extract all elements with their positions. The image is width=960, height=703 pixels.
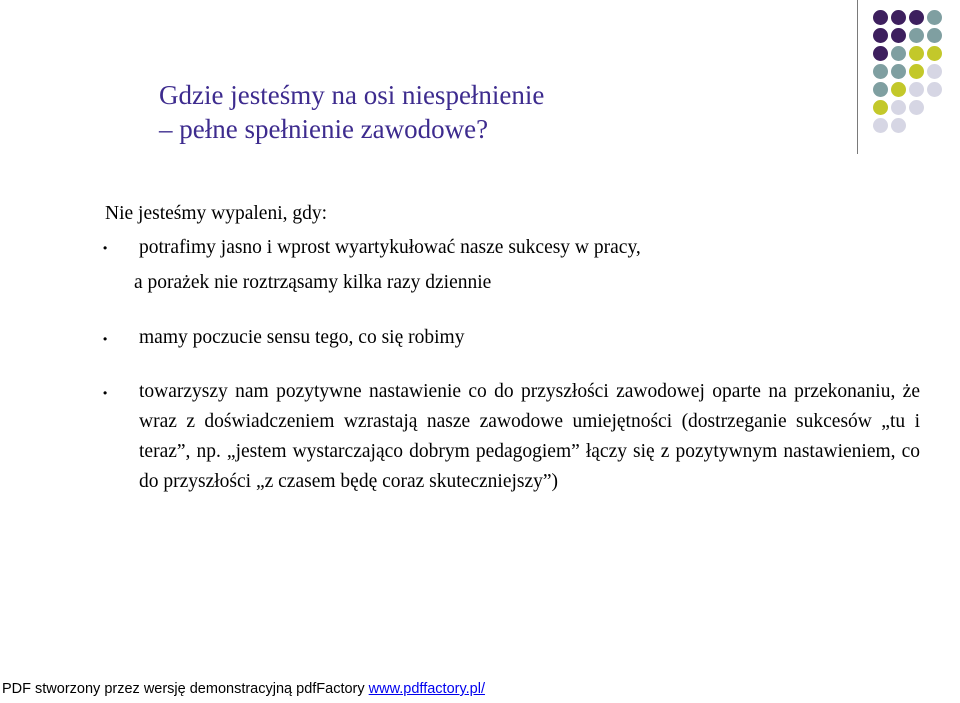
decorative-dot xyxy=(909,46,924,61)
decorative-dot-grid xyxy=(873,10,953,138)
decorative-dot xyxy=(873,28,888,43)
decorative-dot xyxy=(927,82,942,97)
decorative-dot xyxy=(873,82,888,97)
decorative-dot xyxy=(873,10,888,25)
decorative-dot xyxy=(927,28,942,43)
decorative-dot xyxy=(891,64,906,79)
bullet-icon: • xyxy=(103,386,108,400)
decorative-dot xyxy=(891,46,906,61)
decorative-vertical-line xyxy=(857,0,858,154)
decorative-dot xyxy=(927,64,942,79)
bullet-text: towarzyszy nam pozytywne nastawienie co do przyszłości zawodowej oparte na przekonaniu, że wraz z doświadczeniem wzrastają nasze zawodowe umiejętności (dostrzeganie sukcesów „tu i teraz”, np. „jestem wystarczająco dobrym pedagogiem” łączy się z pozytywnym nastawieniem, co do przyszłości „z czasem będę coraz skuteczniejszy”) xyxy=(139,381,920,492)
bullet-text: potrafimy jasno i wprost wyartykułować nasze sukcesy w pracy, xyxy=(139,237,641,258)
title-line-1: Gdzie jesteśmy na osi niespełnienie xyxy=(159,80,545,110)
decorative-dot xyxy=(873,100,888,115)
decorative-dot xyxy=(891,28,906,43)
bullet-text: mamy poczucie sensu tego, co się robimy xyxy=(139,327,465,348)
decorative-dot xyxy=(891,82,906,97)
pdf-footer xyxy=(2,681,485,697)
footer-link[interactable]: www.pdffactory.pl/ xyxy=(368,681,485,697)
slide-title xyxy=(159,78,544,146)
bullet-continuation: a porażek nie roztrząsamy kilka razy dziennie xyxy=(134,272,492,293)
decorative-dot xyxy=(909,10,924,25)
decorative-dot xyxy=(927,46,942,61)
decorative-dot xyxy=(909,100,924,115)
decorative-dot xyxy=(927,10,942,25)
footer-text: PDF stworzony przez wersję demonstracyjną pdfFactory xyxy=(2,681,369,697)
decorative-dot xyxy=(873,46,888,61)
decorative-dot xyxy=(909,28,924,43)
bullet-icon: • xyxy=(103,241,108,255)
decorative-dot xyxy=(891,100,906,115)
bullet-icon: • xyxy=(103,332,108,346)
decorative-dot xyxy=(909,64,924,79)
decorative-dot xyxy=(909,82,924,97)
decorative-dot xyxy=(891,118,906,133)
decorative-dot xyxy=(873,118,888,133)
intro-text: Nie jesteśmy wypaleni, gdy: xyxy=(105,203,328,224)
decorative-dot xyxy=(873,64,888,79)
decorative-dot xyxy=(891,10,906,25)
title-line-2: – pełne spełnienie zawodowe? xyxy=(159,114,489,144)
